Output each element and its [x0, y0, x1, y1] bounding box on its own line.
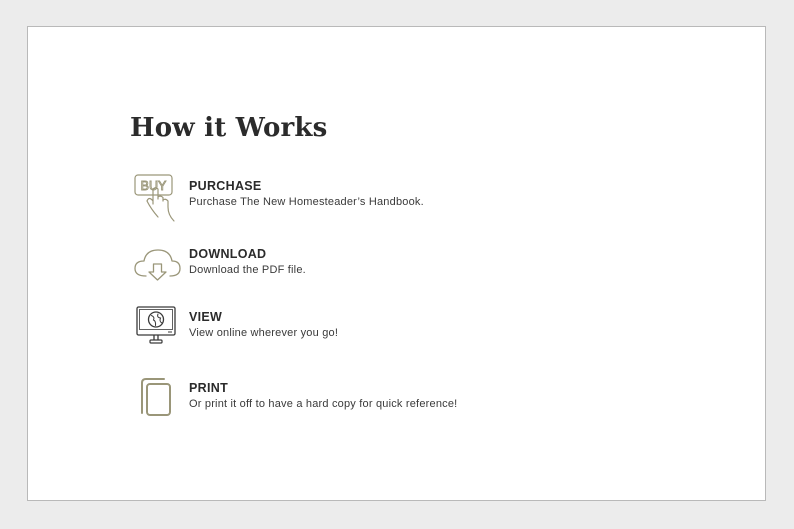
buy-hand-icon [132, 179, 184, 227]
cloud-download-icon [132, 247, 184, 295]
copy-pages-icon [132, 381, 184, 429]
step-purchase [132, 179, 692, 227]
step-heading: PRINT [189, 381, 228, 395]
step-description: Or print it off to have a hard copy for quick reference! [189, 398, 458, 410]
step-description: View online wherever you go! [189, 327, 339, 339]
step-download [132, 247, 692, 295]
step-heading: DOWNLOAD [189, 247, 267, 261]
step-description: Purchase The New Homesteader’s Handbook. [189, 196, 424, 208]
step-description: Download the PDF file. [189, 264, 306, 276]
page-title: How it Works [130, 113, 328, 143]
buy-icon-text: BUY [140, 179, 167, 193]
step-print [132, 381, 692, 429]
document-page [27, 26, 766, 501]
step-heading: PURCHASE [189, 179, 262, 193]
monitor-globe-icon [132, 310, 184, 358]
step-heading: VIEW [189, 310, 223, 324]
step-view [132, 310, 692, 358]
